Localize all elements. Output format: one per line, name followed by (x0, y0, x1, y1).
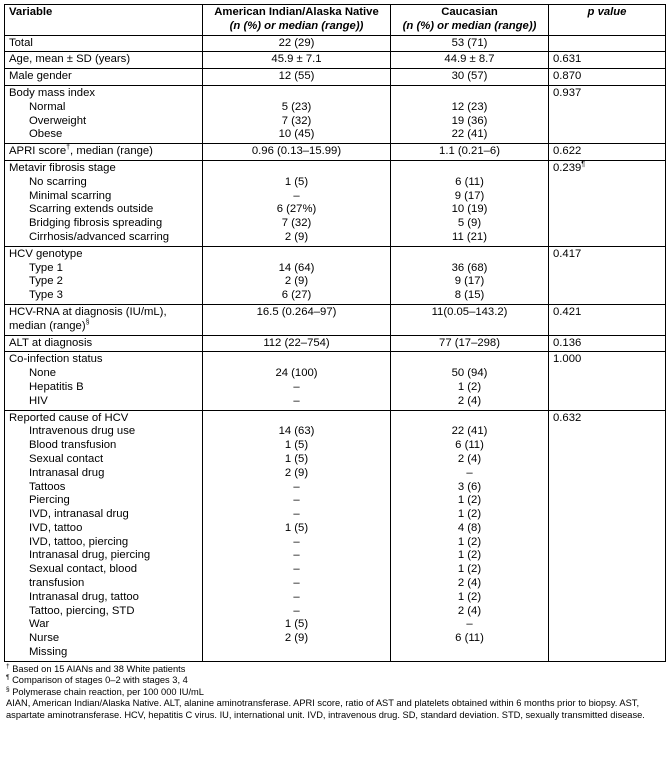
sub-item-g1: 14 (64) (278, 261, 315, 274)
group-g2 (391, 352, 549, 410)
sub-item-label: Intravenous drug use (29, 425, 136, 438)
sub-item-label: Cirrhosis/advanced scarring (29, 230, 170, 243)
group-pvalue: 0.937 (553, 86, 582, 99)
sub-item-g1 (207, 646, 386, 660)
sub-item-g1: – (293, 577, 300, 590)
row-label: APRI score†, median (range) (5, 144, 203, 161)
cell-g1: 16.5 (0.264–97) (203, 304, 391, 335)
header-group2-title: Caucasian (441, 6, 498, 18)
sub-item-label: Intranasal drug (29, 466, 105, 479)
group-heading: Metavir fibrosis stage (9, 161, 116, 174)
group-g2 (391, 160, 549, 246)
header-group1-title: American Indian/Alaska Native (214, 6, 379, 18)
sub-item-g1: 14 (63) (278, 425, 315, 438)
group-g1 (203, 410, 391, 661)
sub-item-g1: 1 (5) (284, 439, 309, 452)
sub-item-g2: 19 (36) (451, 114, 488, 127)
cell-g2: 77 (17–298) (391, 335, 549, 352)
sub-item-label: HIV (29, 394, 48, 407)
table-container (4, 4, 665, 721)
sub-item-g1: – (293, 189, 300, 202)
sub-item-label: Intranasal drug, tattoo (29, 590, 139, 603)
footnotes (4, 664, 665, 722)
sub-item-label: Tattoo, piercing, STD (29, 604, 135, 617)
group-row (5, 246, 666, 304)
row-label: Male gender (5, 69, 203, 86)
sub-item-label: Nurse (29, 632, 60, 645)
sub-item-label: Type 2 (29, 275, 63, 288)
group-labels (5, 246, 203, 304)
sub-item-g2: 6 (11) (455, 439, 484, 452)
group-row (5, 160, 666, 246)
sub-item-g1: 1 (5) (284, 175, 309, 188)
cell-g1: 12 (55) (203, 69, 391, 86)
sub-item-g2: 1 (2) (457, 535, 482, 548)
cell-p: 0.136 (549, 335, 666, 352)
header-group2-sub: (n (%) or median (range)) (402, 19, 537, 32)
table-row (5, 144, 666, 161)
sub-item-g2: 22 (41) (451, 425, 488, 438)
row-label: Age, mean ± SD (years) (5, 52, 203, 69)
sub-item-g2: 1 (2) (457, 549, 482, 562)
sub-item-g2: 22 (41) (451, 128, 488, 141)
table-row (5, 335, 666, 352)
sub-item-label: Sexual contact (29, 452, 104, 465)
sub-item-g2: 2 (4) (457, 452, 482, 465)
group-heading: Co-infection status (9, 353, 103, 366)
sub-item-g1: – (293, 508, 300, 521)
group-labels (5, 410, 203, 661)
sub-item-g2: 12 (23) (451, 100, 488, 113)
sub-item-g2: 2 (4) (457, 577, 482, 590)
sub-item-label: Overweight (29, 114, 87, 127)
group-row (5, 352, 666, 410)
sub-item-g1: 6 (27%) (276, 203, 317, 216)
demographics-table (4, 4, 666, 662)
sub-item-g2: 6 (11) (455, 175, 484, 188)
sub-item-label: Sexual contact, blood (29, 563, 138, 576)
sub-item-g2: 10 (19) (451, 203, 488, 216)
table-row (5, 35, 666, 52)
group-g2 (391, 410, 549, 661)
sub-item-g2: 6 (11) (455, 632, 484, 645)
header-pvalue: p value (549, 5, 666, 36)
sub-item-label: None (29, 367, 57, 380)
sub-item-g2: 1 (2) (457, 380, 482, 393)
sub-item-label: Hepatitis B (29, 380, 84, 393)
cell-p: 0.631 (549, 52, 666, 69)
sub-item-g2: 4 (8) (457, 521, 482, 534)
sub-item-g2: 11 (21) (452, 230, 487, 243)
sub-item-g2: 36 (68) (451, 261, 488, 274)
sub-item-g1: 2 (9) (284, 230, 309, 243)
table-row (5, 304, 666, 335)
sub-item-label: IVD, tattoo, piercing (29, 535, 129, 548)
sub-item-g2: 8 (15) (454, 289, 485, 302)
sub-item-label: Bridging fibrosis spreading (29, 217, 163, 230)
sub-item-g1: 2 (9) (284, 632, 309, 645)
footnote-1: † Based on 15 AIANs and 38 White patients (6, 662, 186, 674)
group-row (5, 410, 666, 661)
table-row (5, 52, 666, 69)
sub-item-label: Tattoos (29, 480, 66, 493)
cell-g1: 112 (22–754) (203, 335, 391, 352)
cell-g2: 44.9 ± 8.7 (391, 52, 549, 69)
group-g2 (391, 246, 549, 304)
group-p (549, 85, 666, 143)
sub-item-label: IVD, tattoo (29, 521, 83, 534)
sub-item-g1: 1 (5) (284, 618, 309, 631)
sub-item-label: Minimal scarring (29, 189, 112, 202)
sub-item-g2: – (466, 618, 473, 631)
row-label: Total (5, 35, 203, 52)
footnote-3: § Polymerase chain reaction, per 100 000 IU/mL (6, 685, 204, 697)
sub-item-g1: 6 (27) (281, 289, 312, 302)
sub-item-g1: – (293, 394, 300, 407)
cell-p: 0.870 (549, 69, 666, 86)
sub-item-g2: 1 (2) (457, 563, 482, 576)
sub-item-g1: – (293, 535, 300, 548)
sub-item-g1: – (293, 380, 300, 393)
group-p (549, 410, 666, 661)
sub-item-g2: 9 (17) (454, 189, 485, 202)
sub-item-g2: 50 (94) (451, 367, 488, 380)
sub-item-g1: 7 (32) (281, 217, 312, 230)
header-group1 (203, 5, 391, 36)
sub-item-label: Normal (29, 100, 66, 113)
group-heading: HCV genotype (9, 247, 83, 260)
group-g1 (203, 160, 391, 246)
group-labels (5, 352, 203, 410)
row-label: ALT at diagnosis (5, 335, 203, 352)
group-pvalue: 0.417 (553, 247, 582, 260)
cell-p: 0.421 (549, 304, 666, 335)
cell-g1: 45.9 ± 7.1 (203, 52, 391, 69)
cell-p: 0.622 (549, 144, 666, 161)
sub-item-label: Scarring extends outside (29, 203, 154, 216)
sub-item-g1: 24 (100) (275, 367, 318, 380)
cell-g1: 22 (29) (203, 35, 391, 52)
row-label: HCV-RNA at diagnosis (IU/mL), median (range)§ (5, 304, 203, 335)
sub-item-label: Type 1 (29, 261, 63, 274)
sub-item-g1: 7 (32) (281, 114, 312, 127)
sub-item-g1: – (293, 563, 300, 576)
header-group2 (391, 5, 549, 36)
group-labels (5, 160, 203, 246)
header-row (5, 5, 666, 36)
sub-item-g2: 2 (4) (457, 604, 482, 617)
sub-item-g1: – (293, 604, 300, 617)
cell-g2: 30 (57) (391, 69, 549, 86)
cell-g2: 53 (71) (391, 35, 549, 52)
header-group1-sub: (n (%) or median (range)) (229, 19, 364, 32)
sub-item-g2: 3 (6) (457, 480, 482, 493)
sub-item-g1: 1 (5) (284, 452, 309, 465)
sub-item-label: Blood transfusion (29, 439, 117, 452)
sub-item-label: Missing (29, 646, 68, 659)
group-p (549, 246, 666, 304)
footnote-2: ¶ Comparison of stages 0–2 with stages 3, 4 (6, 674, 188, 686)
cell-g2: 1.1 (0.21–6) (391, 144, 549, 161)
sub-item-g1: – (293, 480, 300, 493)
sub-item-g1: 10 (45) (278, 128, 315, 141)
sub-item-g2: 1 (2) (457, 508, 482, 521)
sub-item-label: Intranasal drug, piercing (29, 549, 151, 562)
group-g2 (391, 85, 549, 143)
cell-g1: 0.96 (0.13–15.99) (203, 144, 391, 161)
sub-item-label: Piercing (29, 494, 70, 507)
abbreviations: AIAN, American Indian/Alaska Native. ALT, alanine aminotransferase. APRI score, ratio of AST and platelets obtained within 6 months prior to biopsy. AST, aspartate aminotransferase. HCV, hepatitis C virus. IU, international unit. IVD, intravenous drug. SD, standard deviation. STD, sexually transmitted disease. (6, 698, 645, 720)
sub-item-g2: 5 (9) (457, 217, 482, 230)
cell-g2: 11(0.05–143.2) (391, 304, 549, 335)
sub-item-g1: – (293, 549, 300, 562)
group-pvalue: 0.239 (553, 161, 582, 174)
sub-item-g1: 5 (23) (281, 100, 312, 113)
group-g1 (203, 352, 391, 410)
group-pvalue: 0.632 (553, 411, 582, 424)
group-p (549, 352, 666, 410)
group-row (5, 85, 666, 143)
group-g1 (203, 85, 391, 143)
group-labels (5, 85, 203, 143)
sub-item-label: No scarring (29, 175, 87, 188)
group-heading: Reported cause of HCV (9, 411, 129, 424)
sub-item-g2: 2 (4) (457, 394, 482, 407)
sub-item-label: War (29, 618, 50, 631)
group-g1 (203, 246, 391, 304)
cell-p (549, 35, 666, 52)
sub-item-g2: 9 (17) (454, 275, 485, 288)
sub-item-g2: 1 (2) (457, 494, 482, 507)
sub-item-g1: – (293, 494, 300, 507)
sub-item-g1: 1 (5) (284, 521, 309, 534)
sub-item-g2: 1 (2) (457, 590, 482, 603)
group-heading: Body mass index (9, 86, 96, 99)
sub-item-g2 (395, 646, 544, 660)
group-pvalue: 1.000 (553, 353, 582, 366)
sub-item-g2: – (466, 466, 473, 479)
header-variable: Variable (5, 5, 203, 36)
sub-item-g1: 2 (9) (284, 275, 309, 288)
sub-item-label: IVD, intranasal drug (29, 508, 129, 521)
sub-item-label: Type 3 (29, 289, 63, 302)
sub-item-g1: 2 (9) (284, 466, 309, 479)
table-row (5, 69, 666, 86)
sub-item-label: Obese (29, 128, 63, 141)
sub-item-g1: – (293, 590, 300, 603)
group-p: 0.239¶ (549, 160, 666, 246)
sub-item-label: transfusion (29, 577, 85, 590)
